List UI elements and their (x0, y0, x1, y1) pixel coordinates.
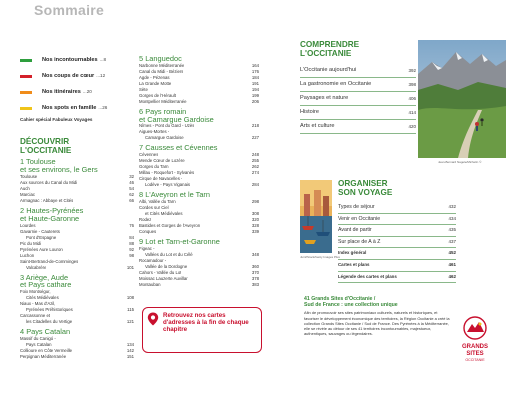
legend-item-spots-famille[interactable] (20, 100, 134, 116)
item-name: Paysages et nature (300, 95, 349, 101)
legend-swatch (20, 75, 32, 78)
section-number: 3 (20, 272, 25, 282)
entry-page: 328 (251, 222, 259, 228)
entry-page: 262 (251, 164, 259, 170)
entry-page: 284 (251, 182, 259, 188)
section-title[interactable] (20, 328, 134, 336)
cahier-special[interactable]: Cahier spécial Fabuleux Voyages (20, 117, 93, 122)
entry-page: 46 (129, 180, 134, 185)
organiser-item[interactable] (338, 248, 456, 260)
organiser-item[interactable] (338, 202, 456, 214)
section-number: 6 (139, 106, 144, 116)
entry-page: 255 (251, 158, 259, 164)
organiser-item[interactable] (338, 225, 456, 237)
item-name: Venir en Occitanie (338, 215, 381, 222)
entry-page: 348 (251, 251, 259, 257)
organiser-heading (338, 179, 456, 197)
decouvrir-heading (20, 137, 134, 155)
section-title-text: Pays romain (145, 106, 187, 116)
grands-sites-logo (452, 314, 498, 372)
entry-page: 176 (251, 68, 259, 74)
toc-section (139, 144, 259, 188)
section-title[interactable] (139, 191, 259, 199)
section-number: 1 (20, 157, 25, 167)
toc-section (139, 238, 259, 288)
entry-page: 92 (129, 246, 134, 252)
entry-page: 320 (251, 216, 259, 222)
section-title-text: Ariège, Aude (25, 272, 69, 282)
toc-section (20, 158, 134, 204)
section-title[interactable] (20, 281, 134, 289)
item-name: Cartes et plans (338, 261, 370, 267)
toc-entry[interactable] (20, 319, 134, 325)
item-page: 420 (408, 124, 416, 129)
toc-column-right (300, 40, 416, 134)
organiser-block (338, 179, 456, 283)
entry-name: Rodez (139, 216, 152, 222)
entry-page: 98 (129, 252, 134, 258)
entry-name: Auch (20, 186, 30, 191)
entry-page: 151 (126, 353, 134, 359)
item-page: 398 (408, 82, 416, 87)
entry-name: Toulouse (20, 174, 38, 179)
comprendre-item[interactable] (300, 92, 416, 106)
entry-page: 199 (251, 92, 259, 98)
toc-column-left (20, 52, 134, 360)
entry-page: 121 (126, 319, 134, 325)
item-page: 432 (448, 204, 456, 209)
toc-entry[interactable] (20, 354, 134, 360)
toc-entry[interactable] (139, 135, 259, 141)
entry-name: Pays Catalan (26, 341, 52, 347)
entry-name: Montauban (139, 281, 161, 287)
item-page: 406 (408, 96, 416, 101)
comprendre-list (300, 64, 416, 134)
entry-page: 370 (251, 269, 259, 275)
entry-name: Luchon (20, 252, 35, 258)
entry-page: 142 (126, 347, 134, 353)
entry-name: Cordes sur Ciel (139, 204, 169, 210)
toc-section (20, 207, 134, 271)
comprendre-item[interactable] (300, 120, 416, 134)
entry-page: 76 (129, 222, 134, 228)
entry-name: Canal du Midi - Béziers (139, 68, 184, 74)
section-title-text: Causses et Cévennes (145, 143, 218, 153)
section-title-text: Languedoc (145, 54, 182, 63)
entry-name: Montpellier Méditerranée (139, 98, 187, 104)
entry-page: 191 (251, 80, 259, 86)
entry-name: Gavarnie - Cauterets (20, 228, 60, 234)
legend-swatch (20, 107, 32, 110)
entry-name: Sète (139, 86, 148, 92)
entry-name: Massif du Canigó - (20, 335, 56, 341)
item-page: 452 (448, 250, 456, 256)
entry-name: Moissac Lauzerte Auvillar (139, 275, 188, 281)
legend-swatch (20, 59, 32, 62)
section-title-text: et Haute-Garonne (20, 213, 80, 223)
comprendre-line1: COMPRENDRE (300, 40, 360, 49)
grands-sites-title-2: Sud de France : une collection unique (304, 302, 398, 309)
item-name: L'Occitanie aujourd'hui (300, 67, 357, 73)
item-name: La gastronomie en Occitanie (300, 81, 372, 87)
organiser-line2: SON VOYAGE (338, 188, 393, 197)
entry-page: 360 (251, 263, 259, 269)
entry-page: 194 (251, 86, 259, 92)
entry-name: Marciac (20, 192, 36, 197)
organiser-item[interactable] (338, 272, 456, 284)
legend-label: Nos incontournables (42, 56, 98, 63)
page-title: Sommaire (34, 2, 105, 18)
entry-name: Pic du Midi (20, 240, 42, 246)
section-title-text: Lot et Tarn-et-Garonne (145, 236, 220, 246)
grands-sites-text: Afin de promouvoir ses sites patrimoniaux culturels, naturels et historiques, et favoriser le développement économique des territoires, la Région Occitanie a créé la collection Grands Sites Occitanie / Sud de France. Des Pyrénées à la Méditerranée, elle se révèle au détour de ses 41 territoires incontournables, majestueux, authentiques, sauvages ou légendaires. (304, 310, 450, 337)
entry-page: 32 (129, 174, 134, 179)
section-title-text: et Camargue Gardoise (139, 114, 214, 124)
entry-page: 184 (251, 74, 259, 80)
item-page: 434 (448, 215, 456, 221)
section-title-text: et ses environs, le Gers (20, 165, 98, 175)
entry-page: 383 (251, 281, 259, 287)
entry-name: Niaux - Mas d'Azil, (20, 301, 56, 307)
entry-name: Cités Médiévales (26, 295, 59, 301)
entry-name: Lourdes (20, 222, 36, 228)
toc-entry[interactable] (20, 265, 134, 271)
item-name: Index général (338, 250, 367, 256)
entry-name: Gorges du Tarn (139, 164, 169, 170)
entry-page: 308 (251, 210, 259, 216)
entry-page: 115 (127, 307, 134, 313)
entry-name: Pyrénées Aure Louron (20, 246, 63, 252)
section-title[interactable] (139, 55, 259, 63)
svg-text:GRANDS: GRANDS (461, 344, 489, 350)
toc-section (139, 191, 259, 235)
svg-text:OCCITANIE: OCCITANIE (465, 358, 485, 362)
item-page: 392 (408, 68, 416, 73)
entry-name: Saint-Bertrand-de-Comminges (20, 258, 79, 264)
entry-name: Gorges de l'Hérault (139, 92, 176, 98)
legend-item-itineraires[interactable] (20, 84, 134, 100)
entry-page: 84 (129, 234, 134, 240)
entry-page: 62 (129, 192, 134, 197)
comprendre-line2: L'OCCITANIE (300, 49, 352, 58)
grands-sites-box (304, 296, 450, 336)
organiser-line1: ORGANISER (338, 179, 388, 188)
legend-label: Nos spots en famille (42, 104, 97, 111)
legend-item-coups-de-coeur[interactable] (20, 68, 134, 84)
entry-name: Camargue Gardoise (145, 135, 184, 141)
toc-entry[interactable] (20, 198, 134, 204)
section-title-text: Toulouse (26, 157, 56, 167)
grands-sites-title-1: 41 Grands Sites d'Occitanie / (304, 296, 376, 302)
section-number: 4 (20, 327, 25, 337)
entry-page: 218 (251, 123, 259, 129)
entry-page: 274 (251, 170, 259, 176)
svg-text:SITES: SITES (466, 351, 484, 357)
item-name: Histoire (300, 109, 319, 115)
entry-name: Cahors - Vallée du Lot (139, 269, 182, 275)
legend (20, 52, 134, 116)
entry-page: 378 (251, 275, 259, 281)
organiser-list (338, 202, 456, 283)
entry-page: 66 (129, 198, 134, 203)
entry-name: Figeac - (139, 245, 155, 251)
entry-page: 164 (251, 62, 259, 68)
mountain-landscape-image (418, 40, 506, 158)
entry-name: Vallée de la Dordogne (145, 263, 188, 269)
item-name: Avant de partir (338, 227, 372, 234)
toc-section (20, 328, 134, 360)
entry-name: et Cités Médiévales (145, 210, 183, 216)
item-name: Sur place de A à Z (338, 238, 381, 245)
entry-name: Aigues-Mortes - (139, 129, 170, 135)
entry-name: Conques (139, 228, 157, 234)
organiser-item[interactable] (338, 260, 456, 272)
entry-name: Lodève - Pays Viganais (145, 182, 191, 188)
entry-page: 134 (126, 341, 134, 347)
entry-name: Millau - Roquefort - Sylvanès (139, 170, 195, 176)
entry-name: Agde - Pézenas (139, 74, 170, 80)
comprendre-item[interactable] (300, 64, 416, 78)
entry-name: La Grande Motte (139, 80, 172, 86)
section-title[interactable] (139, 238, 259, 246)
entry-name: Collioure en Côte Vermeille (20, 347, 73, 353)
map-pin-icon (147, 312, 159, 326)
harbor-image (300, 180, 332, 253)
entry-page: 339 (251, 228, 259, 234)
section-title[interactable] (139, 116, 259, 124)
entry-page: 298 (251, 198, 259, 204)
toc-section (139, 55, 259, 105)
item-page: 437 (448, 238, 456, 244)
organiser-item[interactable] (338, 214, 456, 226)
toc-section (20, 274, 134, 326)
harbor-photo-credit: Jurii/iStock/Getty Images Plus (300, 255, 340, 259)
entry-name: Cévennes (139, 152, 159, 158)
callout-text: Retrouvez nos cartes d'adresses à la fin de chaque chapitre (163, 312, 249, 334)
entry-name: Pyrénées Préhistoriques (26, 307, 73, 313)
entry-name: Perpignan Méditerranée (20, 353, 67, 359)
entry-name: Foix Montségur, (20, 289, 51, 295)
legend-swatch (20, 91, 32, 94)
comprendre-heading (300, 40, 416, 58)
entry-page: 108 (126, 295, 134, 301)
sections-middle (139, 55, 259, 288)
toc-section (139, 108, 259, 142)
section-title-text: L'Aveyron et le Tarn (145, 190, 211, 200)
item-name: Arts et culture (300, 123, 335, 129)
entry-page: 101 (126, 264, 134, 270)
section-number: 7 (139, 143, 144, 153)
section-title[interactable] (20, 166, 134, 174)
section-title[interactable] (139, 144, 259, 152)
item-page: 462 (448, 273, 456, 279)
section-title-text: Hautes-Pyrénées (26, 206, 84, 215)
section-number: 5 (139, 54, 144, 63)
section-number: 9 (139, 236, 144, 246)
decouvrir-line2: L'OCCITANIE (20, 146, 72, 156)
toc-column-middle (139, 52, 259, 288)
sections-left (20, 158, 134, 360)
item-name: Types de séjour (338, 204, 375, 210)
entry-name: Vallées du Lot et du Célé (145, 251, 193, 257)
entry-name: Nîmes - Pont du Gard - Uzès (139, 123, 195, 129)
organiser-item[interactable] (338, 237, 456, 249)
entry-name: Armagnac : Abbaye et Cités (20, 198, 74, 203)
item-page: 435 (448, 227, 456, 233)
harbor-photo (300, 180, 332, 253)
entry-name: Rocamadour - (139, 257, 167, 263)
mountain-photo (418, 40, 506, 158)
entry-name: Mende Cœur de Lozère (139, 158, 185, 164)
grands-sites-logo-icon (452, 314, 498, 372)
legend-page: ...8 (99, 56, 107, 62)
comprendre-item[interactable] (300, 78, 416, 92)
entry-page: 206 (251, 98, 259, 104)
entry-name: les Citadelles du Vertige (26, 319, 73, 325)
legend-page: ...26 (98, 104, 108, 110)
item-name: Légende des cartes et plans (338, 273, 397, 279)
section-title-text: et Pays cathare (20, 280, 72, 290)
decouvrir-line1: DÉCOUVRIR (20, 137, 70, 147)
item-page: 414 (408, 110, 416, 115)
toc-entry[interactable] (139, 282, 259, 288)
toc-entry[interactable] (139, 182, 259, 188)
entry-name: Bastides et Gorges de l'Aveyron (139, 222, 201, 228)
legend-label: Nos itinéraires (42, 88, 81, 95)
entry-name: Albi, Vallée du Tarn (139, 198, 176, 204)
entry-name: Cirque de Navacelles - (139, 176, 183, 182)
legend-page: ...20 (82, 88, 92, 94)
section-number: 2 (20, 206, 25, 215)
item-page: 461 (448, 261, 456, 267)
legend-page: ...12 (96, 72, 106, 78)
entry-name: Carcassonne et (20, 313, 51, 319)
legend-label: Nos coups de cœur (42, 72, 95, 79)
entry-name: Aux sources du Canal du Midi (20, 180, 78, 185)
toc-entry[interactable] (139, 229, 259, 235)
entry-name: Pont d'Espagne (26, 234, 57, 240)
entry-name: Narbonne Méditerranée (139, 62, 185, 68)
comprendre-item[interactable] (300, 106, 416, 120)
entry-page: 54 (129, 186, 134, 191)
section-number: 8 (139, 190, 144, 200)
section-title-text: Pays Catalan (26, 327, 71, 337)
maps-callout (142, 307, 262, 353)
entry-page: 88 (129, 240, 134, 246)
entry-name: Valcabrère (26, 264, 47, 270)
mountain-photo-credit: Jean-Bernard Nagele/Michelin © (438, 160, 482, 164)
entry-page: 227 (251, 135, 259, 141)
legend-item-incontournables[interactable] (20, 52, 134, 68)
section-title[interactable] (20, 215, 134, 223)
entry-page: 248 (251, 152, 259, 158)
toc-entry[interactable] (139, 99, 259, 105)
